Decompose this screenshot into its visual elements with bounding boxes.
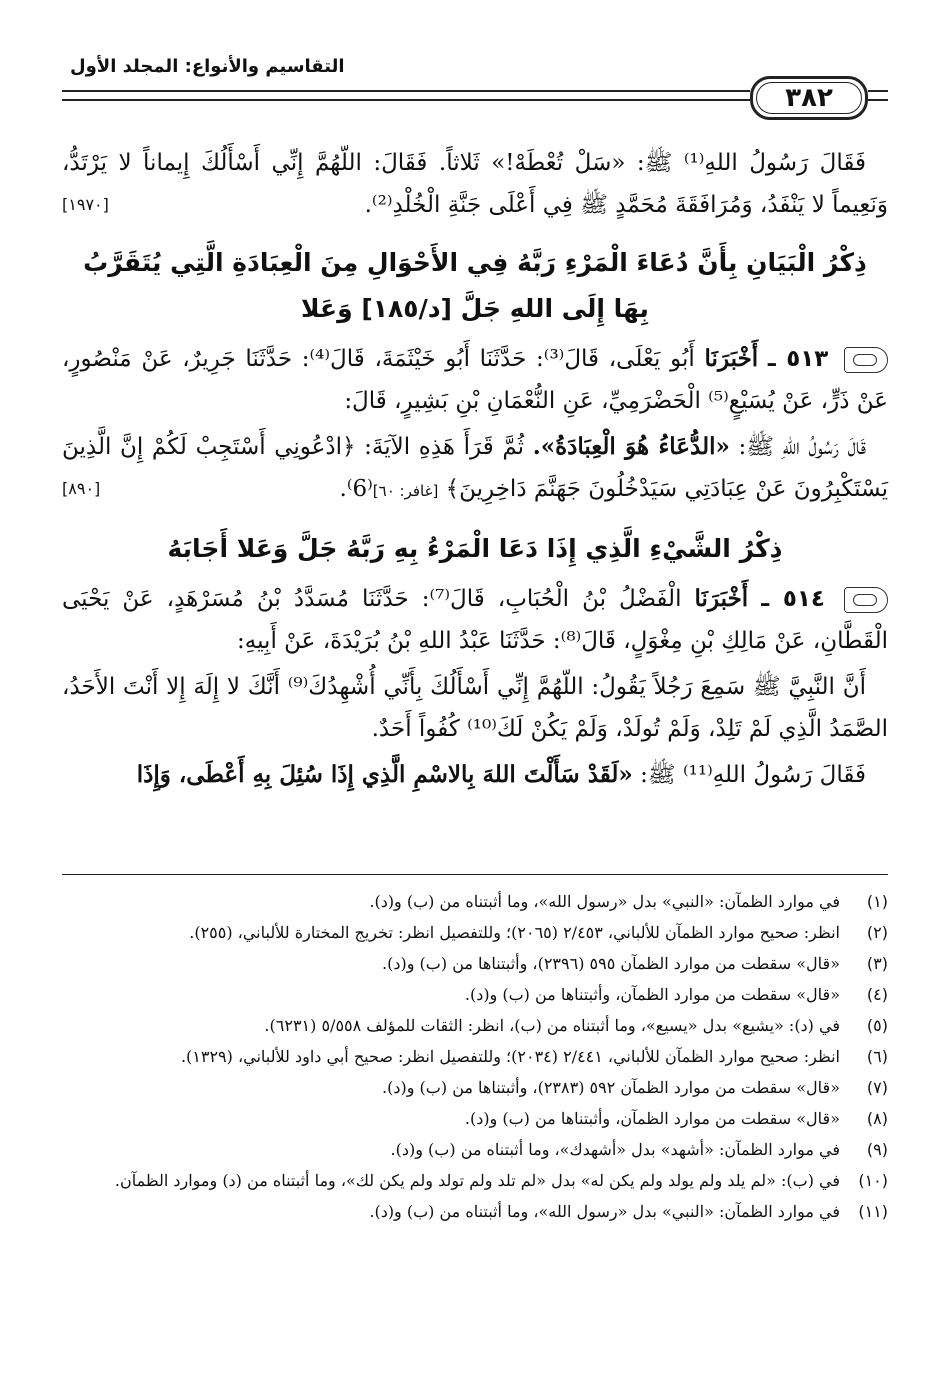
hadith-marker-icon — [844, 587, 888, 613]
footnote-separator — [62, 874, 888, 875]
running-title: التقاسيم والأنواع: المجلد الأول — [62, 56, 345, 77]
matn-text: أَنَّ النَّبِيَّ ﷺ سَمِعَ رَجُلاً يَقُولُ: اللّهُمَّ إِنِّي أَسْأَلُكَ بِأَنِّي أُشْهِدُكَ⁽⁹⁾ أَنَّكَ لا إِلَهَ إِلا أَنْتَ الأَحَدُ، الصَّمَدُ الَّذِي لَمْ تَلِدْ، وَلَمْ تُولَدْ، وَلَمْ يَكُنْ لَكَ⁽¹⁰⁾ كُفُواً أَحَدٌ. — [62, 674, 888, 742]
footnote-number: (٥) — [866, 1016, 888, 1035]
footnote — [62, 1134, 888, 1165]
footnote-number: (١١) — [858, 1202, 888, 1221]
isnad-text: أَبُو يَعْلَى، قَالَ⁽³⁾: حَدَّثَنَا أَبُو خَيْثَمَةَ، قَالَ⁽⁴⁾: حَدَّثَنَا جَرِيرٌ، عَنْ مَنْصُورٍ، عَنْ ذَرٍّ، عَنْ يُسَيْعٍ⁽⁵⁾ الْحَضْرَمِيِّ، عَنِ النُّعْمَانِ بْنِ بَشِيرٍ، قَالَ: — [62, 346, 888, 414]
footnote-text: «قال» سقطت من موارد الظمآن، وأثبتناها من (ب) و(د). — [464, 985, 840, 1004]
hadith-513-matn — [62, 426, 888, 512]
page-header — [62, 56, 888, 126]
footnote-number: (١٠) — [858, 1171, 888, 1190]
footnote-text: انظر: صحيح موارد الظمآن للألباني، ٢/٤٤١ (٢٠٣٤)؛ وللتفصيل انظر: صحيح أبي داود للألباني، (١٣٢٩). — [180, 1047, 840, 1066]
paragraph-hadith-end — [62, 142, 888, 226]
footnote-number: (٣) — [866, 954, 888, 973]
chapter-heading-2: ذِكْرُ الشَّيْءِ الَّذِي إِذَا دَعَا الْمَرْءُ بِهِ رَبَّهُ جَلَّ وَعَلا أَجَابَهُ — [167, 534, 783, 563]
akhbarana-word: أَخْبَرَنَا — [694, 585, 749, 612]
footnote-text: «قال» سقطت من موارد الظمآن ٥٩٢ (٢٣٨٣)، وأثبتناها من (ب) و(د). — [382, 1078, 840, 1097]
footnote — [62, 886, 888, 917]
header-rule-left — [62, 90, 750, 101]
prophetic-quote: «لَقَدْ سَأَلْتَ اللهَ بِالاسْمِ الَّذِي إِذَا سُئِلَ بِهِ أَعْطَى، وَإِذَا — [136, 761, 633, 788]
footnote-number: (١) — [866, 892, 888, 911]
hadith-514-isnad — [62, 578, 888, 662]
footnote-number: (٧) — [866, 1078, 888, 1097]
main-text — [62, 142, 888, 800]
surah-reference: [غافر: ٦٠] — [372, 482, 439, 500]
paragraph-text: فَقَالَ رَسُولُ اللهِ⁽¹⁾ ﷺ: «سَلْ تُعْطَهْ!» ثَلاثاً. فَقَالَ: اللّهُمَّ إِنِّي أَسْأَلُكَ إِيماناً لا يَرْتَدُّ، وَنَعِيماً لا يَنْفَدُ، وَمُرَافَقَةَ مُحَمَّدٍ ﷺ فِي أَعْلَى جَنَّةِ الْخُلْدِ⁽²⁾. — [62, 150, 888, 218]
footnote — [62, 1072, 888, 1103]
footnote-number: (٤) — [866, 985, 888, 1004]
matn-text: ثُمَّ قَرَأَ هَذِهِ الآيَةَ: ﴿ادْعُونِي أَسْتَجِبْ لَكُمْ إِنَّ الَّذِينَ يَسْتَكْبِرُونَ عَنْ عِبَادَتِي سَيَدْخُلُونَ جَهَنَّمَ دَاخِرِينَ﴾ — [62, 434, 888, 502]
footnote-number: (٢) — [866, 923, 888, 942]
akhbarana-word: أَخْبَرَنَا — [704, 345, 759, 372]
footnote-text: انظر: صحيح موارد الظمآن للألباني، ٢/٤٥٣ (٢٠٦٥)؛ وللتفصيل انظر: تخريج المختارة للألباني، (٢٥٥). — [189, 923, 840, 942]
footnote-text: في موارد الظمآن: «النبي» بدل «رسول الله»، وما أثبتناه من (ب) و(د). — [369, 1202, 840, 1221]
hadith-number: ٥١٣ ـ — [767, 346, 829, 372]
chapter-heading-1: ذِكْرُ الْبَيَانِ بِأَنَّ دُعَاءَ الْمَرْءِ رَبَّهُ فِي الأَحْوَالِ مِنَ الْعِبَادَةِ الَّتِي يُتَقَرَّبُ بِهَا إِلَى اللهِ جَلَّ [د/١٨٥] وَعَلا — [83, 248, 867, 323]
footnote — [62, 1041, 888, 1072]
footnote — [62, 1103, 888, 1134]
hadith-514-saying — [62, 754, 888, 796]
book-page — [62, 56, 888, 1350]
page-number: ٣٨٢ — [785, 83, 833, 113]
matn-intro: قَالَ رَسُولُ اللهِ ﷺ: — [738, 434, 866, 460]
footnote — [62, 1196, 888, 1227]
footnote — [62, 1165, 888, 1196]
hadith-514-matn — [62, 666, 888, 750]
footnote-text: في (د): «يشيع» بدل «يسيع»، وما أثبتناه من (ب)، انظر: الثقات للمؤلف ٥/٥٥٨ (٦٢٣١). — [264, 1016, 840, 1035]
hadith-reference-number: [١٩٧٠] — [62, 195, 109, 214]
header-rule-right — [868, 90, 888, 101]
hadith-513-isnad — [62, 338, 888, 422]
footnote-number: (٨) — [866, 1109, 888, 1128]
hadith-number: ٥١٤ ـ — [761, 586, 825, 612]
footnote — [62, 917, 888, 948]
footnote-text: «قال» سقطت من موارد الظمآن، وأثبتناها من (ب) و(د). — [464, 1109, 840, 1128]
isnad-text: الْفَضْلُ بْنُ الْحُبَابِ، قَالَ⁽⁷⁾: حَدَّثَنَا مُسَدَّدُ بْنُ مُسَرْهَدٍ، عَنْ يَحْيَى الْقَطَّانِ، عَنْ مَالِكِ بْنِ مِغْوَلٍ، قَالَ⁽⁸⁾: حَدَّثَنَا عَبْدُ اللهِ بْنُ بُرَيْدَةَ، عَنْ أَبِيهِ: — [62, 586, 888, 654]
page-number-frame — [750, 76, 868, 120]
footnote — [62, 1010, 888, 1041]
footnote-text: في (ب): «لم يلد ولم يولد ولم يكن له» بدل «لم تلد ولم تولد ولم يكن لك»، وما أثبتناه من (د) وموارد الظمآن. — [114, 1171, 840, 1190]
footnote-number: (٩) — [866, 1140, 888, 1159]
footnote-text: في موارد الظمآن: «أشهد» بدل «أشهدك»، وما أثبتناه من (ب) و(د). — [390, 1140, 840, 1159]
footnote-text: «قال» سقطت من موارد الظمآن ٥٩٥ (٢٣٩٦)، وأثبتناها من (ب) و(د). — [382, 954, 840, 973]
footnote — [62, 979, 888, 1010]
footnotes-list — [62, 886, 888, 1227]
footnote — [62, 948, 888, 979]
footnote-number: (٦) — [866, 1047, 888, 1066]
hadith-marker-icon — [844, 347, 888, 373]
footnote-marker: ⁽6⁾. — [339, 476, 373, 502]
footnote-text: في موارد الظمآن: «النبي» بدل «رسول الله»، وما أثبتناه من (ب) و(د). — [369, 892, 840, 911]
prophetic-quote: «الدُّعَاءُ هُوَ الْعِبَادَةُ». — [532, 433, 730, 460]
hadith-reference-number: [٨٩٠] — [62, 479, 101, 498]
matn-intro: فَقَالَ رَسُولُ اللهِ⁽¹¹⁾ ﷺ: — [640, 762, 866, 788]
